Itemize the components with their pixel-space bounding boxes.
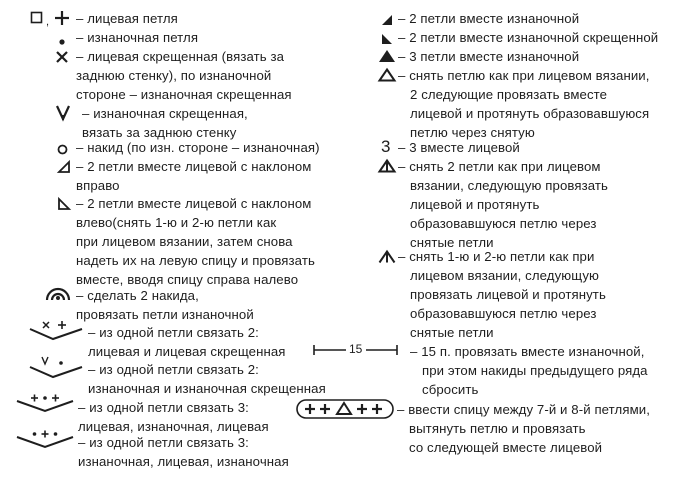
caret-with-line-icon bbox=[378, 250, 396, 269]
cross-icon bbox=[56, 50, 68, 68]
legend-entry-sl2-k1-psso bbox=[398, 157, 608, 252]
legend-entry-knit-twisted bbox=[76, 47, 292, 104]
legend-entry-k2tog-left bbox=[76, 194, 315, 289]
three-icon: 3 bbox=[381, 137, 391, 156]
entry-text: – сделать 2 накида, bbox=[76, 288, 199, 303]
entry-text: – лицевая скрещенная (вязать за bbox=[76, 49, 285, 64]
entry-text: – снять петлю как при лицевом вязании, bbox=[398, 68, 650, 83]
entry-text: вязать за заднюю стенку bbox=[82, 125, 237, 140]
entry-text: – 3 петли вместе изнаночной bbox=[398, 49, 580, 64]
entry-text: – 2 петли вместе лицевой с наклоном bbox=[76, 196, 312, 211]
entry-text: заднюю стенку), по изнаночной bbox=[76, 68, 272, 83]
legend-entry-knit-stitch bbox=[76, 9, 178, 28]
entry-text: образовавшуюся петлю через bbox=[410, 306, 597, 321]
legend-entry-increase-3-purl bbox=[78, 433, 289, 471]
entry-text: – изнаночная петля bbox=[76, 30, 199, 45]
legend-entry-k3tog bbox=[398, 138, 520, 157]
legend-entry-purl-twisted bbox=[82, 104, 248, 142]
triangle-outline-icon bbox=[378, 68, 396, 87]
legend-entry-drawn-loop bbox=[397, 400, 650, 457]
entry-text: лицевая и лицевая скрещенная bbox=[88, 344, 286, 359]
entry-text: – из одной петли связать 3: bbox=[78, 400, 249, 415]
entry-text: – накид (по изн. стороне – изнаночная) bbox=[76, 140, 320, 155]
entry-text: – снять 2 петли как при лицевом bbox=[398, 159, 601, 174]
entry-text: – 2 петли вместе лицевой с наклоном bbox=[76, 159, 312, 174]
entry-text: провязать лицевой и протянуть bbox=[410, 287, 606, 302]
entry-text: – снять 1-ю и 2-ю петли как при bbox=[398, 249, 595, 264]
entry-text: вытянуть петлю и провязать bbox=[409, 421, 586, 436]
entry-text: петлю через снятую bbox=[410, 125, 535, 140]
entry-text: при лицевом вязании, затем снова bbox=[76, 234, 293, 249]
entry-text: со следующей вместе лицевой bbox=[409, 440, 603, 455]
left-lean-triangle-icon bbox=[58, 197, 70, 215]
entry-text: влево(снять 1-ю и 2-ю петли как bbox=[76, 215, 277, 230]
entry-text: снятые петли bbox=[410, 235, 494, 250]
circle-icon bbox=[57, 142, 68, 160]
legend-entry-sk2p bbox=[398, 66, 650, 142]
filled-right-triangle-icon bbox=[381, 13, 393, 31]
entry-text: 2 следующие провязать вместе bbox=[410, 87, 608, 102]
right-lean-triangle-icon bbox=[58, 160, 70, 178]
entry-text: вместе, вводя спицу справа налево bbox=[76, 272, 299, 287]
entry-text: – 3 вместе лицевой bbox=[398, 140, 520, 155]
entry-text: лицевой и протянуть образовавшуюся bbox=[410, 106, 650, 121]
filled-left-triangle-icon bbox=[381, 32, 393, 50]
entry-text: – из одной петли связать 3: bbox=[78, 435, 249, 450]
legend-entry-yarn-over bbox=[76, 138, 320, 157]
legend-entry-k2tog-right bbox=[76, 157, 311, 195]
entry-text: стороне – изнаночная скрещенная bbox=[76, 87, 292, 102]
legend-entry-increase-knit-twisted bbox=[88, 323, 286, 361]
svg-text:,: , bbox=[46, 16, 50, 28]
bracket-15-label: 15 bbox=[349, 342, 363, 356]
square-and-plus-icon bbox=[30, 11, 74, 30]
entry-text: лицевая, изнаночная, лицевая bbox=[78, 419, 269, 434]
entry-text: изнаночная и изнаночная скрещенная bbox=[88, 381, 326, 396]
legend-entry-p2tog bbox=[398, 9, 579, 28]
entry-text: – 2 петли вместе изнаночной bbox=[398, 11, 580, 26]
entry-text: сбросить bbox=[422, 382, 479, 397]
oval-group-icon bbox=[296, 399, 394, 424]
entry-text: вправо bbox=[76, 178, 120, 193]
entry-text: – ввести спицу между 7-й и 8-й петлями, bbox=[397, 402, 650, 417]
entry-text: – изнаночная скрещенная, bbox=[82, 106, 248, 121]
legend-entry-sl2-k1-psso-alt bbox=[398, 247, 606, 342]
entry-text: надеть их на левую спицу и провязать bbox=[76, 253, 315, 268]
increase-3-purl-icon bbox=[16, 430, 74, 453]
bracket-15-icon bbox=[313, 343, 398, 357]
entry-text: – 2 петли вместе изнаночной скрещенной bbox=[398, 30, 659, 45]
increase-knit-twisted-icon bbox=[29, 320, 83, 345]
filled-triangle-icon bbox=[378, 49, 396, 68]
entry-text: снятые петли bbox=[410, 325, 494, 340]
double-yarnover-arc-icon bbox=[45, 287, 71, 306]
increase-3-knit-icon bbox=[16, 394, 74, 417]
triangle-with-line-icon bbox=[378, 159, 396, 178]
increase-purl-twisted-icon bbox=[29, 356, 83, 383]
legend-entry-double-yarnover bbox=[76, 286, 254, 324]
entry-text: при этом накиды предыдущего ряда bbox=[422, 363, 648, 378]
legend-entry-increase-purl-twisted bbox=[88, 360, 326, 398]
legend-entry-purl-stitch bbox=[76, 28, 198, 47]
legend-entry-p2tog-twisted bbox=[398, 28, 658, 47]
v-icon bbox=[56, 105, 70, 126]
entry-text: вязании, следующую провязать bbox=[410, 178, 608, 193]
entry-text: изнаночная, лицевая, изнаночная bbox=[78, 454, 289, 469]
entry-text: лицевом вязании, следующую bbox=[410, 268, 600, 283]
entry-text: – из одной петли связать 2: bbox=[88, 325, 259, 340]
entry-text: лицевой и протянуть bbox=[410, 197, 540, 212]
legend-entry-increase-3-knit bbox=[78, 398, 269, 436]
legend-entry-p15tog bbox=[410, 342, 648, 399]
entry-text: – из одной петли связать 2: bbox=[88, 362, 259, 377]
entry-text: – лицевая петля bbox=[76, 11, 178, 26]
entry-text: образовавшуюся петлю через bbox=[410, 216, 597, 231]
entry-text: провязать петли изнаночной bbox=[76, 307, 254, 322]
legend-entry-p3tog bbox=[398, 47, 579, 66]
dot-icon bbox=[58, 33, 66, 51]
entry-text: – 15 п. провязать вместе изнаночной, bbox=[410, 344, 645, 359]
